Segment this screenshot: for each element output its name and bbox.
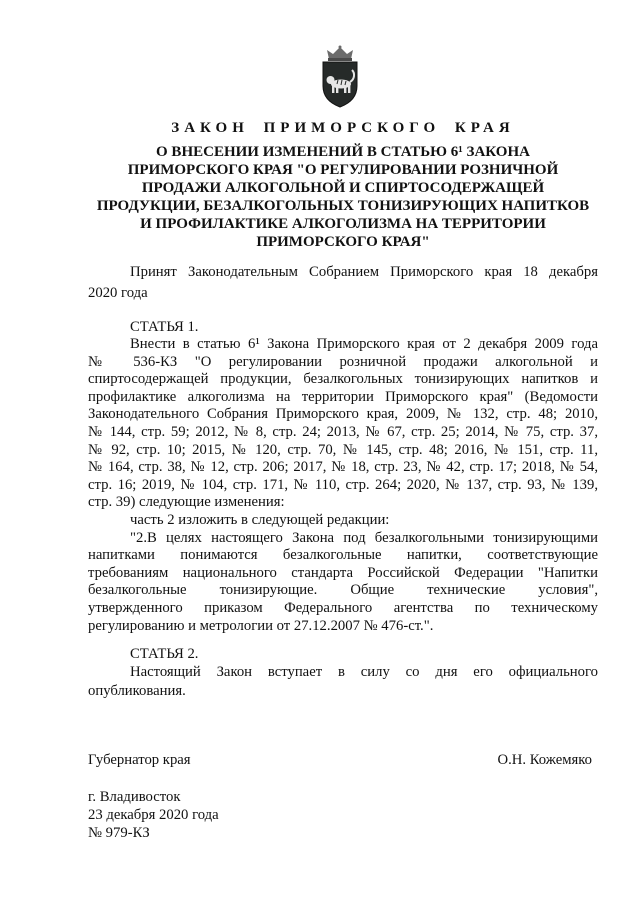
signatory-name: О.Н. Кожемяко bbox=[497, 752, 592, 768]
issue-city: г. Владивосток bbox=[88, 789, 181, 805]
article-1-line: Внести в статью 6¹ Закона Приморского края от 2 декабря 2009 года bbox=[130, 336, 598, 352]
quoted-text-line: требованиям национального стандарта Российской Федерации "Напитки bbox=[88, 564, 598, 581]
subtitle-line: О ВНЕСЕНИИ ИЗМЕНЕНИЙ В СТАТЬЮ 6¹ ЗАКОНА bbox=[156, 144, 530, 160]
law-number: № 979-КЗ bbox=[88, 825, 150, 841]
adoption-line: 2020 года bbox=[88, 285, 148, 301]
adoption-line: Принят Законодательным Собранием Приморского края 18 декабря bbox=[130, 264, 598, 280]
law-subtitle bbox=[88, 143, 598, 251]
article-1-body bbox=[88, 336, 598, 635]
article-1-line: № 144, стр. 59; 2012, № 8, стр. 24; 2013, № 67, стр. 25; 2014, № 75, стр. 37, bbox=[88, 423, 598, 440]
article-2-line: Настоящий Закон вступает в силу со дня его официального bbox=[130, 664, 598, 680]
article-1-line: № 92, стр. 10; 2015, № 120, стр. 70, № 145, стр. 48; 2016, № 151, стр. 11, bbox=[88, 441, 598, 458]
quoted-text-line: безалкогольные тонизирующие. Общие технические условия", bbox=[88, 582, 598, 599]
article-1-line: Законодательного Собрания Приморского края, 2009, № 132, стр. 48; 2010, bbox=[88, 406, 598, 423]
article-1-line: № 164, стр. 38, № 12, стр. 206; 2017, № 18, стр. 23, № 42, стр. 17; 2018, № 54, bbox=[88, 459, 598, 476]
law-title: ЗАКОН ПРИМОРСКОГО КРАЯ bbox=[171, 120, 515, 136]
quoted-text-line: "2.В целях настоящего Закона под безалкогольными тонизирующими bbox=[130, 529, 598, 546]
article-2-line: опубликования. bbox=[88, 683, 186, 699]
subtitle-line: ПРОДУКЦИИ, БЕЗАЛКОГОЛЬНЫХ ТОНИЗИРУЮЩИХ НАПИТКОВ bbox=[96, 198, 590, 214]
signatory-position: Губернатор края bbox=[88, 752, 191, 768]
subtitle-line: ПРИМОРСКОГО КРАЯ" bbox=[256, 234, 430, 250]
quoted-text-line: утвержденного приказом Федерального агентства по техническому bbox=[88, 599, 598, 616]
signature-block bbox=[88, 751, 592, 769]
quoted-text-line: напитками понимаются безалкогольные напитки, соответствующие bbox=[88, 547, 598, 564]
article-1-line: № 536-КЗ "О регулировании розничной продажи алкогольной и bbox=[88, 353, 598, 370]
subtitle-line: ПРИМОРСКОГО КРАЯ "О РЕГУЛИРОВАНИИ РОЗНИЧНОЙ bbox=[127, 162, 559, 178]
article-1-line: стр. 16; 2019, № 104, стр. 171, № 110, стр. 264; 2020, № 137, стр. 93, № 139, bbox=[88, 476, 598, 493]
issue-details bbox=[88, 788, 219, 842]
quoted-text-line: регулированию и метрологии от 27.12.2007 № 476-ст.". bbox=[88, 617, 434, 634]
issue-date: 23 декабря 2020 года bbox=[88, 807, 219, 823]
article-2-body bbox=[88, 663, 598, 701]
article-1-line: стр. 39) следующие изменения: bbox=[88, 494, 285, 511]
article-1-line: профилактике алкоголизма на территории Приморского края" (Ведомости bbox=[88, 388, 598, 405]
coat-of-arms-icon bbox=[318, 44, 362, 108]
subtitle-line: ПРОДАЖИ АЛКОГОЛЬНОЙ И СПИРТОСОДЕРЖАЩЕЙ bbox=[141, 180, 545, 196]
article-1-heading: СТАТЬЯ 1. bbox=[130, 319, 199, 335]
adoption-note bbox=[88, 262, 598, 304]
article-1-instruction: часть 2 изложить в следующей редакции: bbox=[130, 511, 390, 528]
subtitle-line: И ПРОФИЛАКТИКЕ АЛКОГОЛИЗМА НА ТЕРРИТОРИИ bbox=[140, 216, 546, 232]
article-2-heading: СТАТЬЯ 2. bbox=[130, 646, 199, 662]
article-1-line: спиртосодержащей продукции, безалкогольных тонизирующих напитков и bbox=[88, 371, 598, 388]
